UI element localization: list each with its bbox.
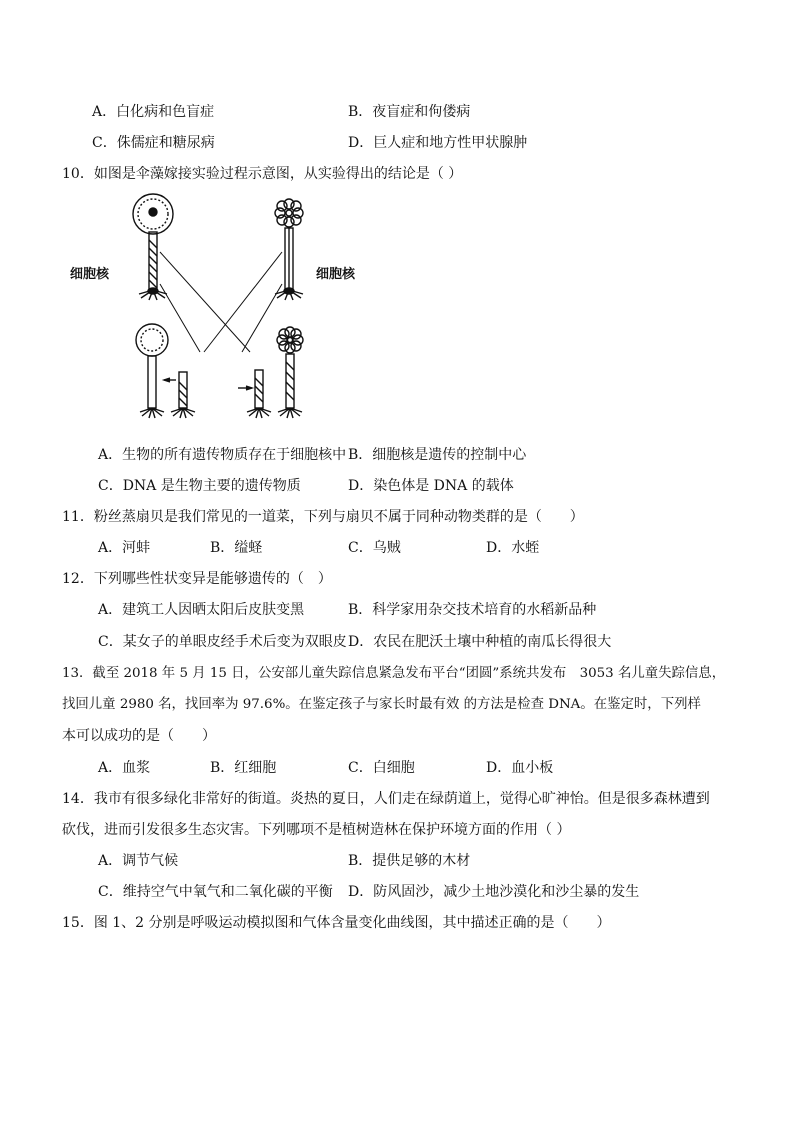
alga-round-cap-top [133, 194, 173, 300]
alga-flower-cap-top [275, 199, 303, 300]
q12-option-b: B．科学家用杂交技术培育的水稻新品种 [348, 602, 597, 618]
alga-flower-cap-bottom [277, 327, 303, 418]
nucleus-label-right: 细胞核 [316, 267, 356, 282]
q13-stem-line-3: 本可以成功的是（ ） [62, 728, 216, 744]
q10-stem: 10．如图是伞藻嫁接实验过程示意图，从实验得出的结论是（ ） [62, 166, 463, 182]
q13-option-a: A．血浆 [98, 760, 151, 776]
q10-option-c: C．DNA 是生物主要的遗传物质 [98, 478, 301, 494]
q10-option-d: D．染色体是 DNA 的载体 [348, 478, 514, 494]
alga-round-cap-bottom [136, 324, 168, 418]
q14-option-b: B．提供足够的木材 [348, 853, 471, 869]
grafted-stalk-1 [164, 372, 195, 418]
q9-option-d: D．巨人症和地方性甲状腺肿 [348, 135, 528, 151]
q12-option-c: C．某女子的单眼皮经手术后变为双眼皮 [98, 634, 347, 650]
q11-option-a: A．河蚌 [98, 540, 151, 556]
q9-option-b: B．夜盲症和佝偻病 [348, 104, 471, 120]
q12-stem: 12．下列哪些性状变异是能够遗传的（ ） [62, 571, 332, 587]
q9-option-c: C．侏儒症和糖尿病 [92, 135, 215, 151]
q11-option-d: D．水蛭 [486, 540, 540, 556]
umbrella-alga-grafting-diagram [60, 192, 380, 432]
q13-option-b: B．红细胞 [210, 760, 277, 776]
q13-stem-line-1: 13．截至 2018 年 5 月 15 日，公安部儿童失踪信息紧急发布平台“团圆”系统共发布 3053 名儿童失踪信息， [62, 666, 726, 681]
q9-option-a: A．白化病和色盲症 [92, 104, 215, 120]
q14-option-c: C．维持空气中氧气和二氧化碳的平衡 [98, 884, 333, 900]
q10-option-a: A．生物的所有遗传物质存在于细胞核中 [98, 447, 347, 463]
q14-stem-line-2: 砍伐，进而引发很多生态灾害。下列哪项不是植树造林在保护环境方面的作用（ ） [62, 822, 571, 838]
q14-option-d: D．防风固沙，减少土地沙漠化和沙尘暴的发生 [348, 884, 640, 900]
q12-option-a: A．建筑工人因晒太阳后皮肤变黑 [98, 602, 305, 618]
nucleus-label-left: 细胞核 [70, 267, 110, 282]
grafting-lines [160, 252, 282, 352]
q13-option-c: C．白细胞 [348, 760, 415, 776]
q13-option-d: D．血小板 [486, 760, 554, 776]
q13-stem-line-2: 找回儿童 2980 名，找回率为 97.6%。在鉴定孩子与家长时最有效 的方法是检查 DNA。在鉴定时，下列样 [62, 697, 701, 712]
q11-stem: 11．粉丝蒸扇贝是我们常见的一道菜，下列与扇贝不属于同种动物类群的是（ ） [62, 509, 584, 525]
grafted-stalk-2 [238, 370, 271, 418]
q15-stem: 15．图 1、2 分别是呼吸运动模拟图和气体含量变化曲线图，其中描述正确的是（ ） [62, 915, 611, 931]
q14-stem-line-1: 14．我市有很多绿化非常好的街道。炎热的夏日，人们走在绿荫道上，觉得心旷神怡。但是很多森林遭到 [62, 791, 710, 807]
q11-option-c: C．乌贼 [348, 540, 401, 556]
q11-option-b: B．缢蛏 [210, 540, 263, 556]
q14-option-a: A．调节气候 [98, 853, 179, 869]
q12-option-d: D．农民在肥沃土壤中种植的南瓜长得很大 [348, 634, 612, 650]
q10-option-b: B．细胞核是遗传的控制中心 [348, 447, 527, 463]
